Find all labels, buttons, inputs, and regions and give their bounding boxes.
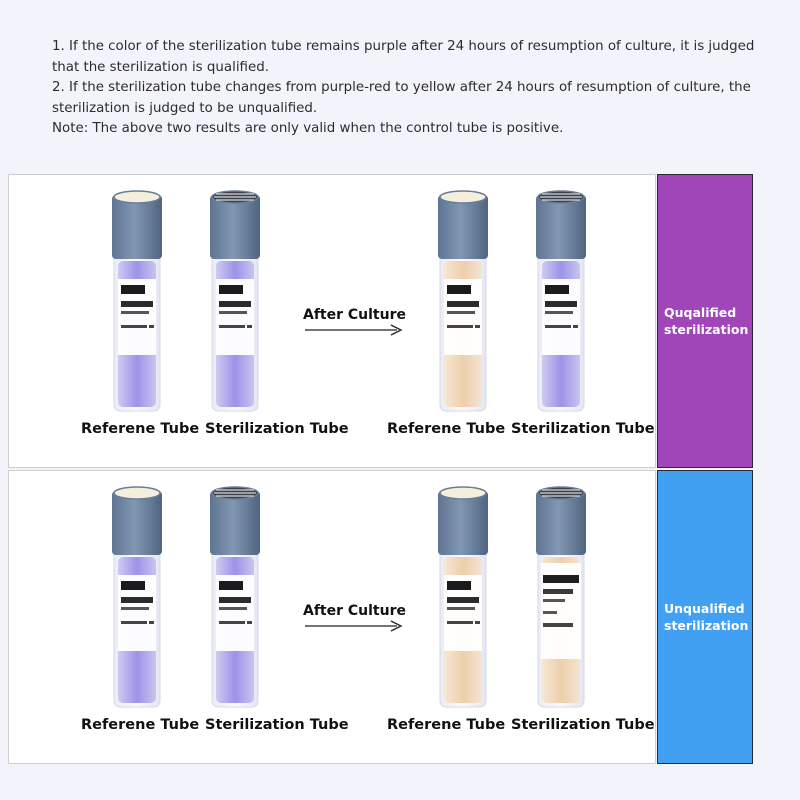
- sterilization-tube-before: [207, 485, 263, 711]
- comparison-board: [8, 174, 754, 764]
- tube-label: Sterilization Tube: [511, 421, 655, 437]
- tube-label: Sterilization Tube: [511, 717, 655, 733]
- reference-tube-before: [109, 189, 165, 415]
- result-label: Unqualified sterilization: [664, 601, 749, 633]
- reference-tube-after: [435, 485, 491, 711]
- result-label: Quqalified sterilization: [664, 305, 749, 337]
- tube-label: Sterilization Tube: [205, 717, 349, 733]
- result-unqualified: [657, 470, 753, 764]
- row-unqualified-panel: [8, 470, 656, 764]
- instruction-line-2: 2. If the sterilization tube changes from purple-red to yellow after 24 hours of resumption of culture, the sterilization is judged to be unqualified.: [52, 80, 751, 116]
- sterilization-tube-after: [533, 189, 589, 415]
- row-qualified-panel: [8, 174, 656, 468]
- reference-tube-before: [109, 485, 165, 711]
- sterilization-tube-after: [533, 485, 589, 711]
- after-culture-label: After Culture: [303, 307, 406, 323]
- tube-label: Referene Tube: [81, 717, 200, 733]
- tube-label: Referene Tube: [81, 421, 200, 437]
- sterilization-tube-before: [207, 189, 263, 415]
- arrow-right-icon: [305, 618, 405, 634]
- arrow-right-icon: [305, 322, 405, 338]
- tube-label: Referene Tube: [387, 717, 506, 733]
- instruction-note: Note: The above two results are only valid when the control tube is positive.: [52, 121, 564, 136]
- result-qualified: [657, 174, 753, 468]
- instruction-line-1: 1. If the color of the sterilization tube remains purple after 24 hours of resumption of culture, it is judged that the sterilization is qualified.: [52, 39, 755, 75]
- tube-label: Sterilization Tube: [205, 421, 349, 437]
- reference-tube-after: [435, 189, 491, 415]
- after-culture-label: After Culture: [303, 603, 406, 619]
- instructions: [52, 37, 772, 140]
- tube-label: Referene Tube: [387, 421, 506, 437]
